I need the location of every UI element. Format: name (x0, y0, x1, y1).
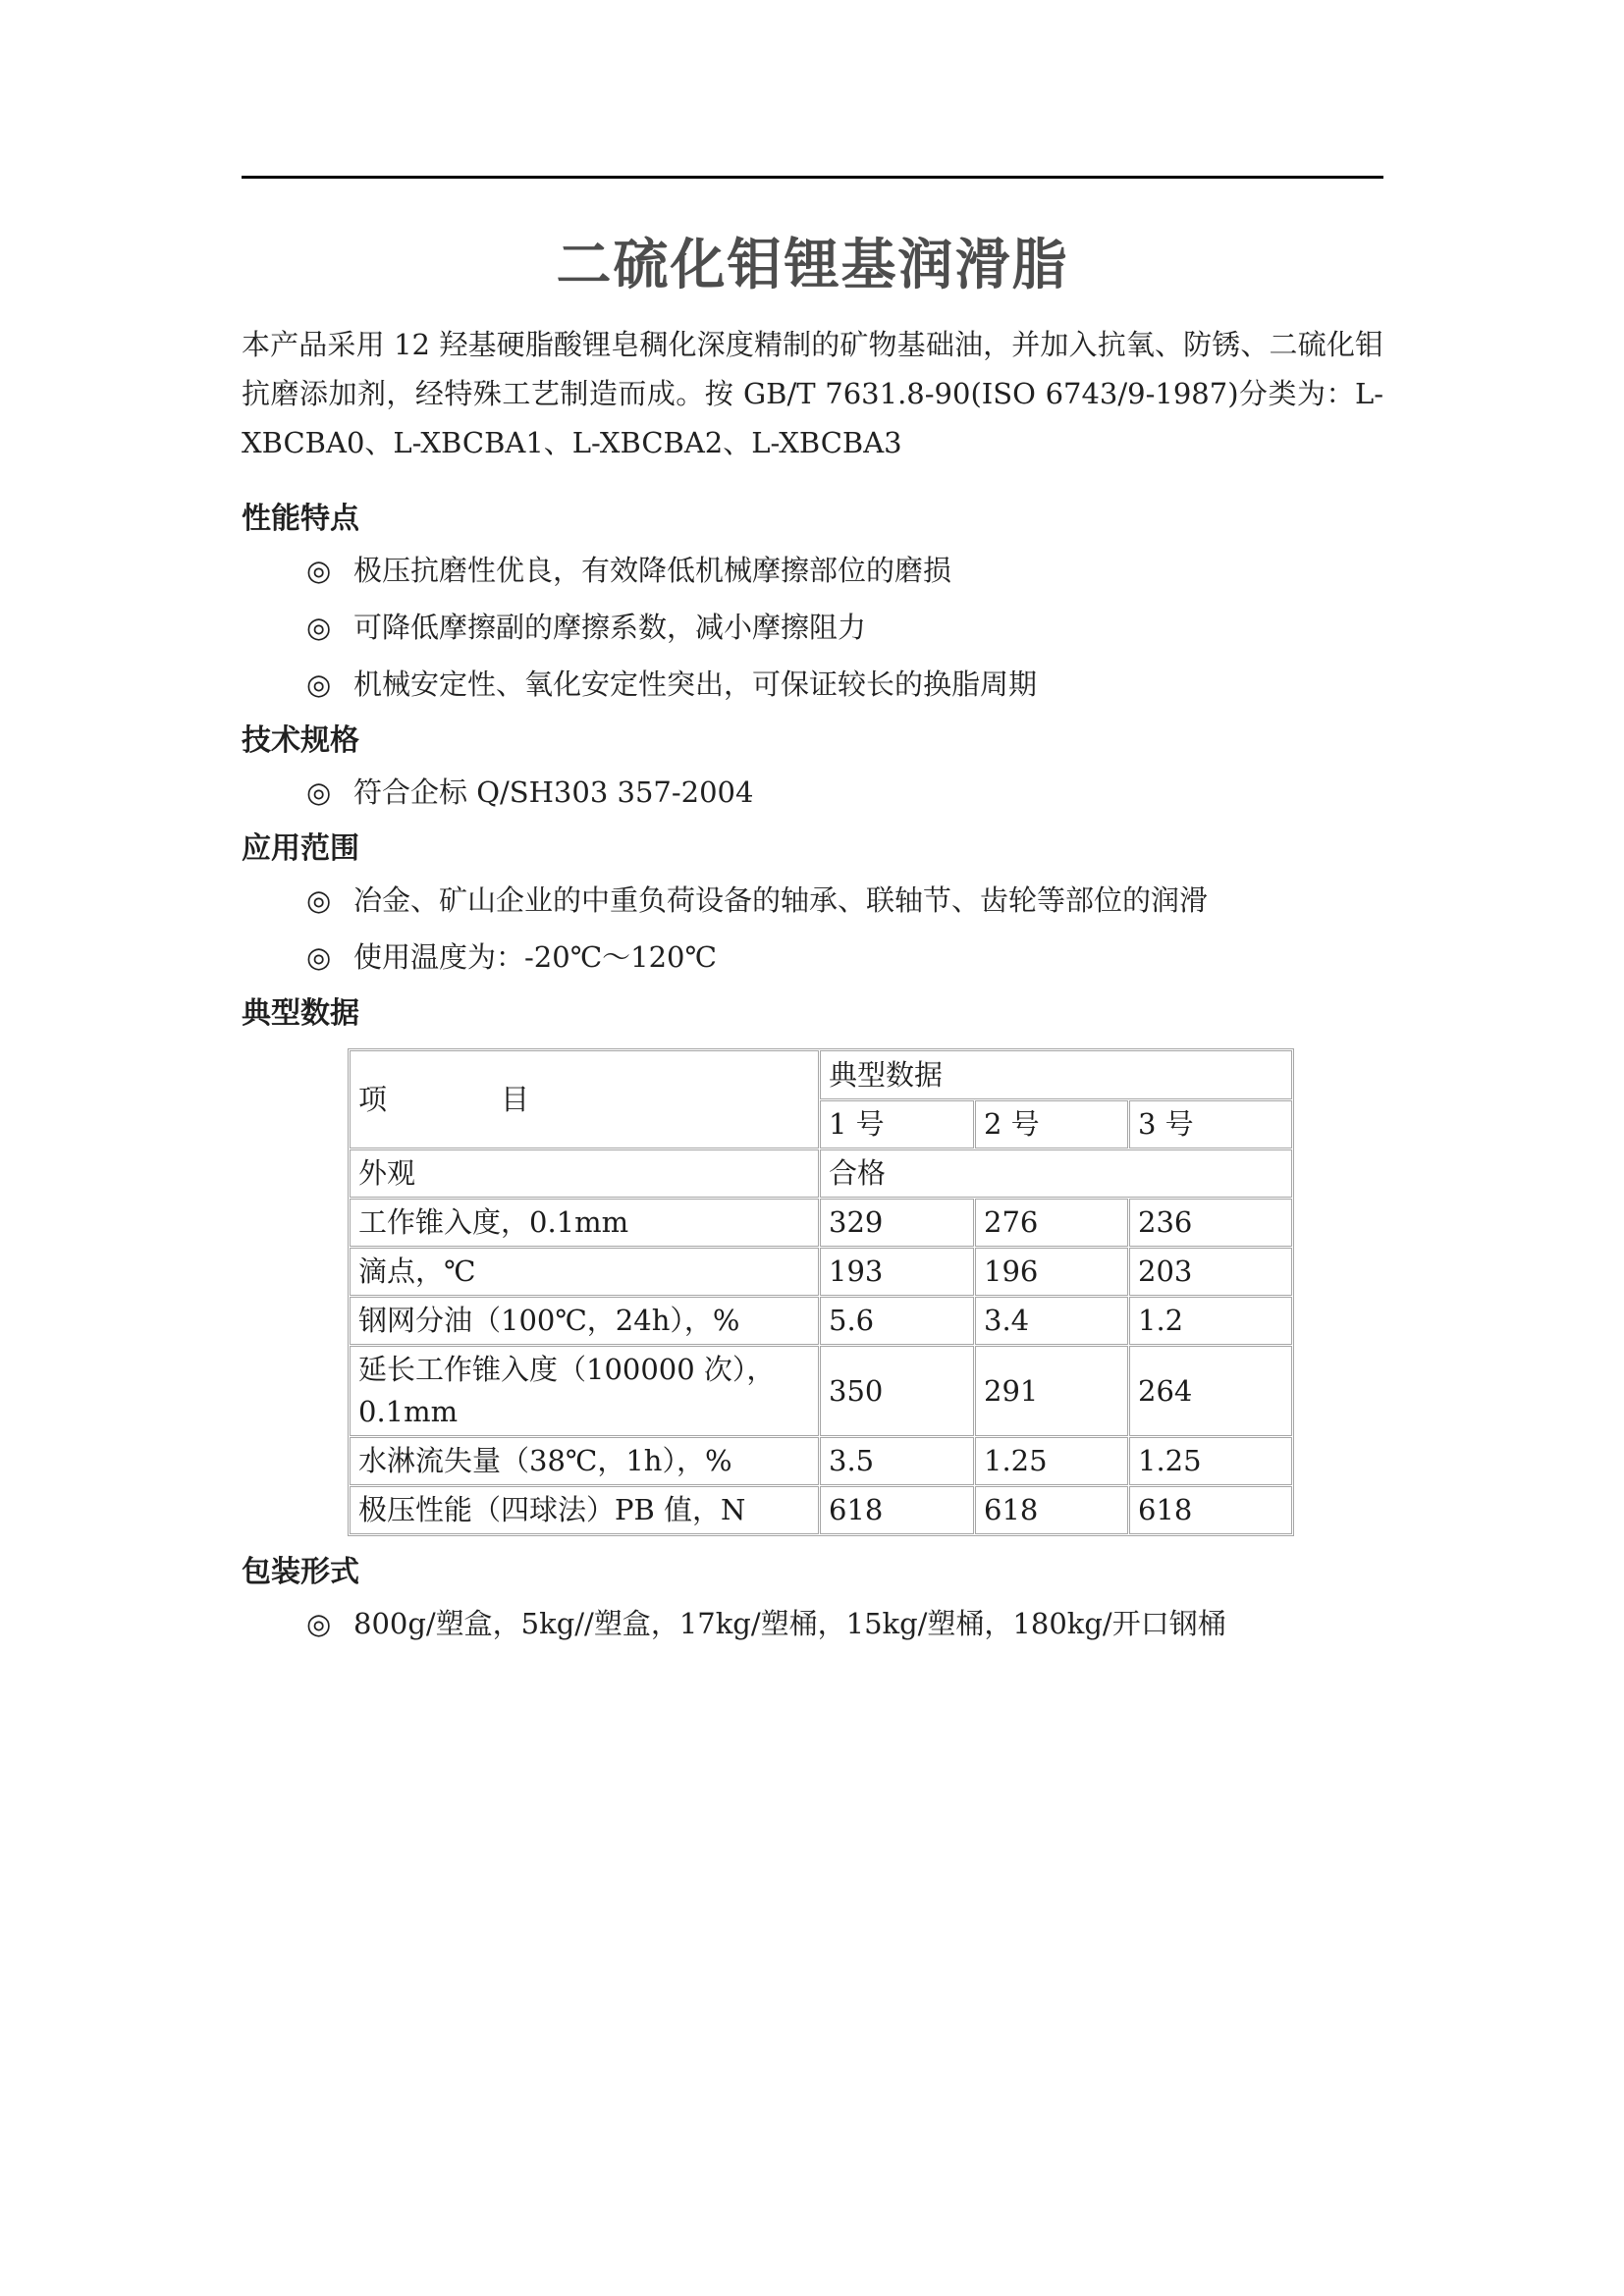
table-cell-value: 264 (1129, 1346, 1292, 1436)
bullseye-bullet-icon: ◎ (306, 883, 332, 917)
bullseye-bullet-icon: ◎ (306, 554, 332, 587)
table-cell-value: 1.25 (975, 1437, 1128, 1485)
bullseye-bullet-icon: ◎ (306, 611, 332, 644)
table-cell-value: 350 (820, 1346, 974, 1436)
table-cell-label: 水淋流失量（38℃，1h），% (350, 1437, 819, 1485)
section-heading-typical-data: 典型数据 (242, 996, 359, 1031)
table-cell-value: 618 (1129, 1486, 1292, 1534)
table-cell-label: 工作锥入度，0.1mm (350, 1199, 819, 1247)
header-rule (242, 176, 1383, 179)
table-cell-label: 延长工作锥入度（100000 次），0.1mm (350, 1346, 819, 1436)
table-header-grade-1: 1 号 (820, 1100, 974, 1148)
list-item (242, 542, 1383, 599)
section-heading-application: 应用范围 (242, 831, 359, 866)
table-row (350, 1199, 1292, 1247)
table-cell-value: 291 (975, 1346, 1128, 1436)
table-row (350, 1437, 1292, 1485)
table-cell-value: 1.25 (1129, 1437, 1292, 1485)
section-heading-spec: 技术规格 (242, 723, 359, 758)
typical-data-table-wrapper (348, 1048, 1383, 1536)
list-item-text: 极压抗磨性优良，有效降低机械摩擦部位的磨损 (353, 554, 952, 587)
table-cell-value: 196 (975, 1248, 1128, 1296)
table-row (350, 1050, 1292, 1099)
table-cell-label: 外观 (350, 1149, 819, 1198)
table-cell-value: 193 (820, 1248, 974, 1296)
table-cell-label: 滴点，℃ (350, 1248, 819, 1296)
page-content (242, 0, 1383, 1652)
list-item-text: 符合企标 Q/SH303 357-2004 (353, 775, 754, 809)
table-cell-value: 3.5 (820, 1437, 974, 1485)
table-row (350, 1346, 1292, 1436)
section-heading-packaging: 包装形式 (242, 1555, 359, 1589)
table-row (350, 1297, 1292, 1345)
table-cell-value: 236 (1129, 1199, 1292, 1247)
table-cell-value: 276 (975, 1199, 1128, 1247)
table-header-group: 典型数据 (820, 1050, 1292, 1099)
list-item-text: 机械安定性、氧化安定性突出，可保证较长的换脂周期 (353, 667, 1038, 701)
list-item (242, 764, 1383, 821)
table-cell-value: 618 (975, 1486, 1128, 1534)
table-cell-value: 618 (820, 1486, 974, 1534)
table-cell-value: 5.6 (820, 1297, 974, 1345)
section-heading-performance: 性能特点 (242, 502, 359, 536)
table-cell-value: 3.4 (975, 1297, 1128, 1345)
list-item (242, 929, 1383, 986)
intro-paragraph: 本产品采用 12 羟基硬脂酸锂皂稠化深度精制的矿物基础油，并加入抗氧、防锈、二硫化钼抗磨添加剂，经特殊工艺制造而成。按 GB/T 7631.8-90(ISO 6743/9-1987)分类为：L-XBCBA0、L-XBCBA1、L-XBCBA2、L-XBCBA3 (242, 328, 1383, 459)
table-cell-value: 329 (820, 1199, 974, 1247)
table-row (350, 1486, 1292, 1534)
table-header-grade-3: 3 号 (1129, 1100, 1292, 1148)
table-cell-value: 203 (1129, 1248, 1292, 1296)
list-item (242, 872, 1383, 929)
list-item-text: 800g/塑盒，5kg//塑盒，17kg/塑桶，15kg/塑桶，180kg/开口钢桶 (353, 1607, 1226, 1640)
table-cell-value: 1.2 (1129, 1297, 1292, 1345)
bullseye-bullet-icon: ◎ (306, 940, 332, 974)
table-cell-value: 合格 (820, 1149, 1292, 1198)
bullseye-bullet-icon: ◎ (306, 1607, 332, 1640)
list-item-text: 冶金、矿山企业的中重负荷设备的轴承、联轴节、齿轮等部位的润滑 (353, 883, 1209, 917)
list-item-text: 可降低摩擦副的摩擦系数，减小摩擦阻力 (353, 611, 867, 644)
table-row (350, 1248, 1292, 1296)
typical-data-table (348, 1048, 1294, 1536)
list-item-text: 使用温度为：-20℃～120℃ (353, 940, 717, 974)
list-item (242, 1595, 1383, 1652)
list-item (242, 599, 1383, 656)
list-item (242, 656, 1383, 713)
bullseye-bullet-icon: ◎ (306, 775, 332, 809)
table-header-item: 项 目 (350, 1050, 819, 1148)
table-header-grade-2: 2 号 (975, 1100, 1128, 1148)
table-row (350, 1149, 1292, 1198)
page-title: 二硫化钼锂基润滑脂 (556, 234, 1069, 297)
table-cell-label: 极压性能（四球法）PB 值，N (350, 1486, 819, 1534)
bullseye-bullet-icon: ◎ (306, 667, 332, 701)
table-cell-label: 钢网分油（100℃，24h），% (350, 1297, 819, 1345)
